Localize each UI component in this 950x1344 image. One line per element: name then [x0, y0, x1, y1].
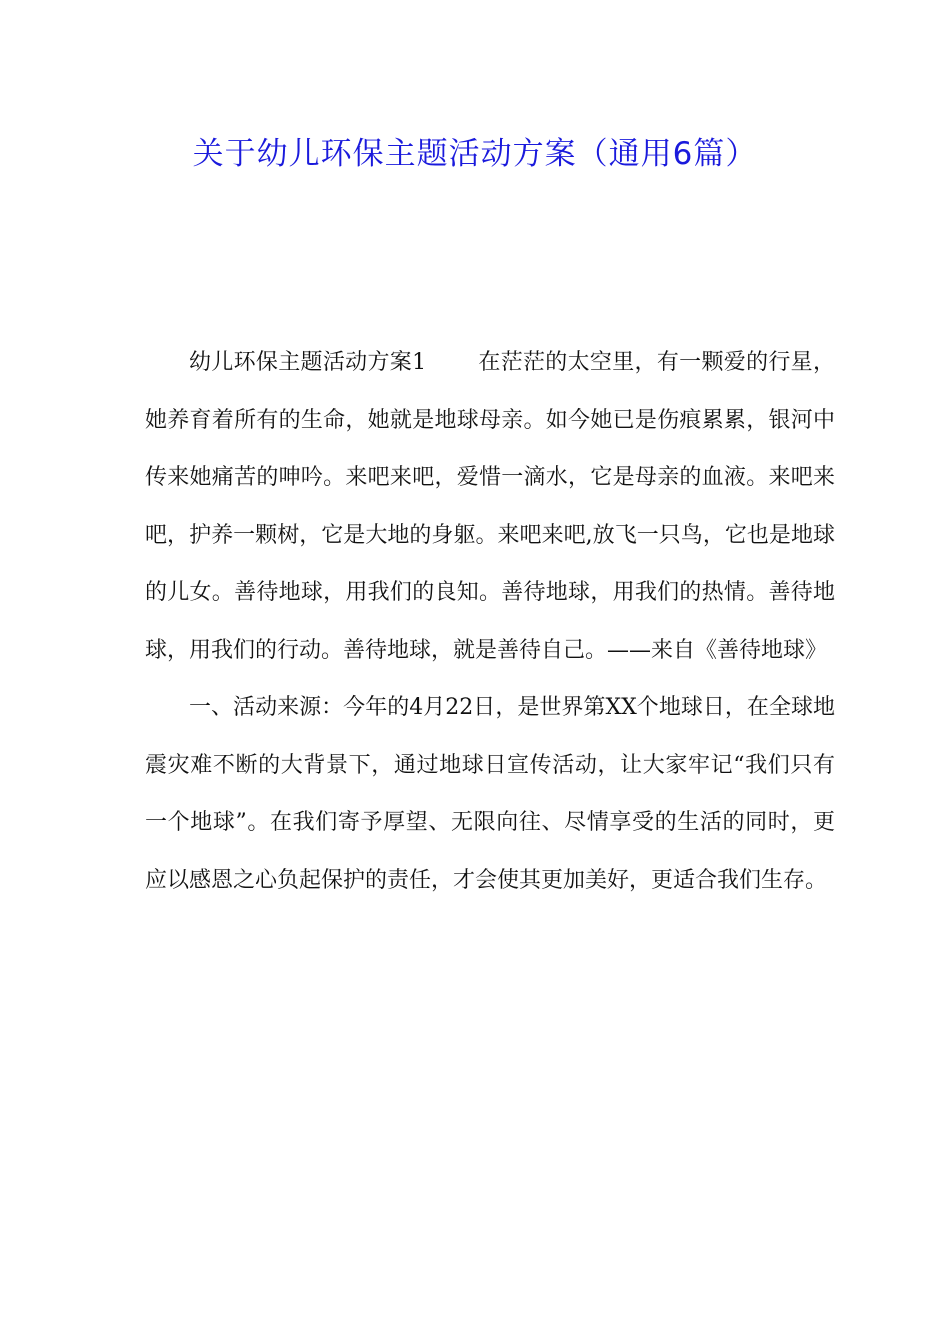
section-heading: 幼儿环保主题活动方案1 — [189, 350, 427, 375]
document-title: 关于幼儿环保主题活动方案（通用6篇） — [192, 136, 758, 172]
paragraph-2-text: 一、活动来源：今年的4月22日，是世界第XX个地球日，在全球地震灾难不断的大背景下，通过地球日宣传活动，让大家牢记“我们只有一个地球”。在我们寄予厚望、无限向往、尽情享受的生活的同时，更应以感恩之心负起保护的责任，才会使其更加美好，更适合我们生存。 — [145, 695, 835, 893]
document-body — [145, 334, 835, 909]
paragraph-1 — [145, 334, 835, 679]
paragraph-2 — [145, 679, 835, 909]
paragraph-1-text: 在茫茫的太空里，有一颗爱的行星，她养育着所有的生命，她就是地球母亲。如今她已是伤痕累累，银河中传来她痛苦的呻吟。来吧来吧，爱惜一滴水，它是母亲的血液。来吧来吧，护养一颗树，它是大地的身躯。来吧来吧,放飞一只鸟，它也是地球的儿女。善待地球，用我们的良知。善待地球，用我们的热情。善待地球，用我们的行动。善待地球，就是善待自己。——来自《善待地球》 — [145, 350, 835, 663]
